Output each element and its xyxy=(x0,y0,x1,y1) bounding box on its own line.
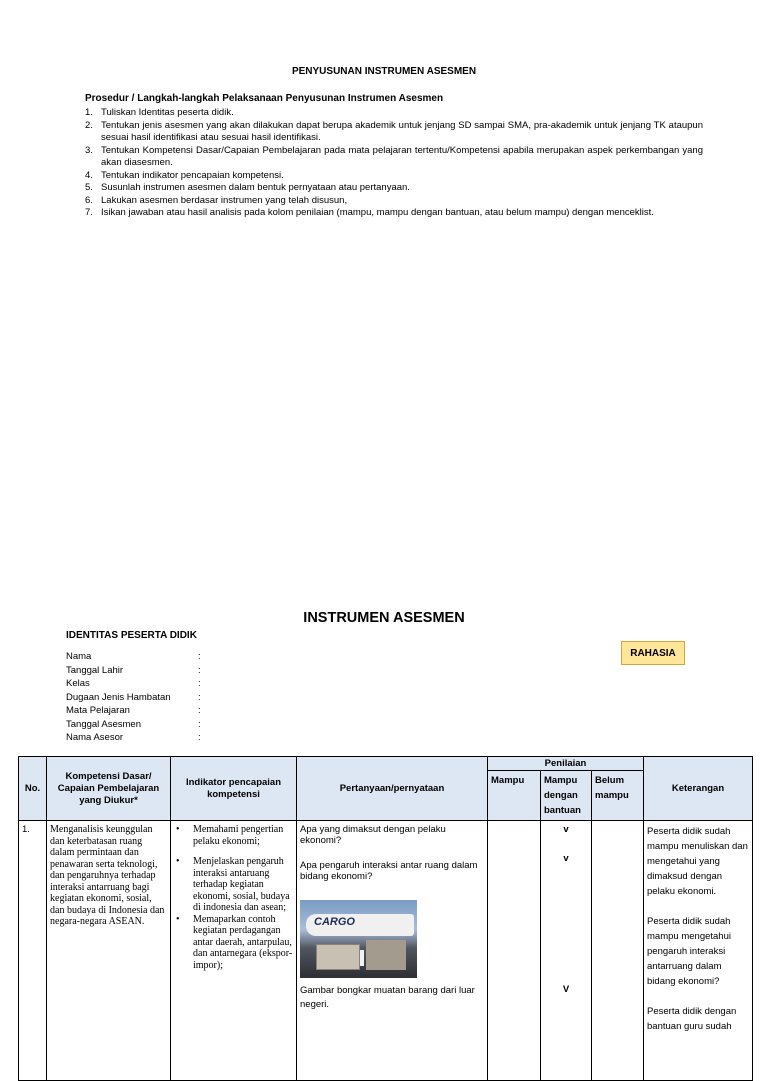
procedure-heading: Prosedur / Langkah-langkah Pelaksanaan Penyusunan Instrumen Asesmen xyxy=(85,93,444,104)
header-penilaian: Penilaian xyxy=(488,757,644,771)
check-mark: v xyxy=(563,853,569,864)
procedure-step: 4. Tentukan indikator pencapaian kompetensi. xyxy=(85,169,284,181)
mampu-cell xyxy=(488,821,541,1081)
kompetensi-cell: Menganalisis keunggulan dan keterbatasan ruang dalam permintaan dan penawaran serta teknologi, dan pengaruhnya terhadap interaksi antarruang bagi kegiatan ekonomi, sosial, dan budaya di Indonesia dan negara-negara ASEAN. xyxy=(47,821,171,1081)
procedure-step: 6. Lakukan asesmen berdasar instrumen yang telah disusun, xyxy=(85,194,348,206)
belum-mampu-cell xyxy=(592,821,644,1081)
procedure-step: 7. Isikan jawaban atau hasil analisis pada kolom penilaian (mampu, mampu dengan bantuan, atau belum mampu) dengan menceklist. xyxy=(85,207,654,218)
table-row xyxy=(19,821,753,1081)
header-belum-mampu: Belum mampu xyxy=(592,771,644,821)
header-pertanyaan: Pertanyaan/pernyataan xyxy=(297,757,488,821)
identity-field-hambatan: Dugaan Jenis Hambatan : xyxy=(66,691,201,703)
question: Apa pengaruh interaksi antar ruang dalam bidang ekonomi? xyxy=(300,860,478,882)
indikator-item: • Menjelaskan pengaruh interaksi antaruang terhadap kegiatan ekonomi, sosial, budaya di indonesia dan asean; xyxy=(174,856,293,914)
keterangan-note: Peserta didik dengan bantuan guru sudah xyxy=(647,1006,737,1032)
cargo-photo xyxy=(300,900,417,978)
header-kompetensi: Kompetensi Dasar/ Capaian Pembelajaran yang Diukur* xyxy=(47,757,171,821)
identity-field-tanggal-lahir: Tanggal Lahir : xyxy=(66,664,201,676)
row-number: 1. xyxy=(19,821,47,1081)
procedure-step: 5. Susunlah instrumen asesmen dalam bentuk pernyataan atau pertanyaan. xyxy=(85,182,410,193)
header-keterangan: Keterangan xyxy=(644,757,753,821)
identity-field-kelas: Kelas : xyxy=(66,678,201,689)
check-mark: V xyxy=(562,984,570,995)
indikator-item: • Memaparkan contoh kegiatan perdagangan antar daerah, antarpulau, dan antarnegara (ekspor-impor); xyxy=(174,914,293,972)
check-mark: v xyxy=(563,824,569,835)
confidential-badge: RAHASIA xyxy=(621,641,685,665)
keterangan-note: Peserta didik sudah mampu mengetahui pengaruh interaksi antarruang dalam bidang ekonomi? xyxy=(647,916,731,987)
identity-heading: IDENTITAS PESERTA DIDIK xyxy=(66,630,197,641)
cargo-photo-label: CARGO xyxy=(314,916,355,928)
header-mampu-bantuan: Mampu dengan bantuan xyxy=(541,771,592,821)
indikator-cell xyxy=(171,821,297,1081)
keterangan-note: Peserta didik sudah mampu menuliskan dan mengetahui yang dimaksud dengan pelaku ekonomi. xyxy=(647,826,748,897)
identity-field-nama: Nama : xyxy=(66,651,201,662)
header-mampu: Mampu xyxy=(488,771,541,821)
question: Apa yang dimaksut dengan pelaku ekonomi? xyxy=(300,824,446,846)
identity-field-tanggal-asesmen: Tanggal Asesmen : xyxy=(66,718,201,730)
indikator-item: • Memahami pengertian pelaku ekonomi; xyxy=(174,824,293,847)
header-no: No. xyxy=(19,757,47,821)
procedure-step: 2. Tentukan jenis asesmen yang akan dilakukan dapat berupa akademik untuk jenjang SD sampai SMA, pra-akademik untuk jenjang TK ataupun sesuai hasil identifikasi atau sesuai hasil identifikasi. xyxy=(85,119,703,143)
pertanyaan-cell xyxy=(297,821,488,1081)
instrument-title: INSTRUMEN ASESMEN xyxy=(303,610,465,626)
document-title: PENYUSUNAN INSTRUMEN ASESMEN xyxy=(291,66,477,77)
identity-fields xyxy=(66,650,201,745)
photo-caption: Gambar bongkar muatan barang dari luar negeri. xyxy=(300,985,475,1010)
procedure-step: 3. Tentukan Kompetensi Dasar/Capaian Pembelajaran pada mata pelajaran tertentu/Kompetensi apabila merupakan aspek perkembangan yang akan diasesmen. xyxy=(85,144,703,168)
procedure-steps xyxy=(85,107,703,220)
identity-field-asesor: Nama Asesor : xyxy=(66,732,201,743)
assessment-table xyxy=(18,756,753,1081)
identity-field-mapel: Mata Pelajaran : xyxy=(66,705,201,716)
header-indikator: Indikator pencapaian kompetensi xyxy=(171,757,297,821)
mampu-bantuan-cell xyxy=(541,821,592,1081)
procedure-step: 1. Tuliskan Identitas peserta didik. xyxy=(85,107,234,118)
keterangan-cell xyxy=(644,821,753,1081)
